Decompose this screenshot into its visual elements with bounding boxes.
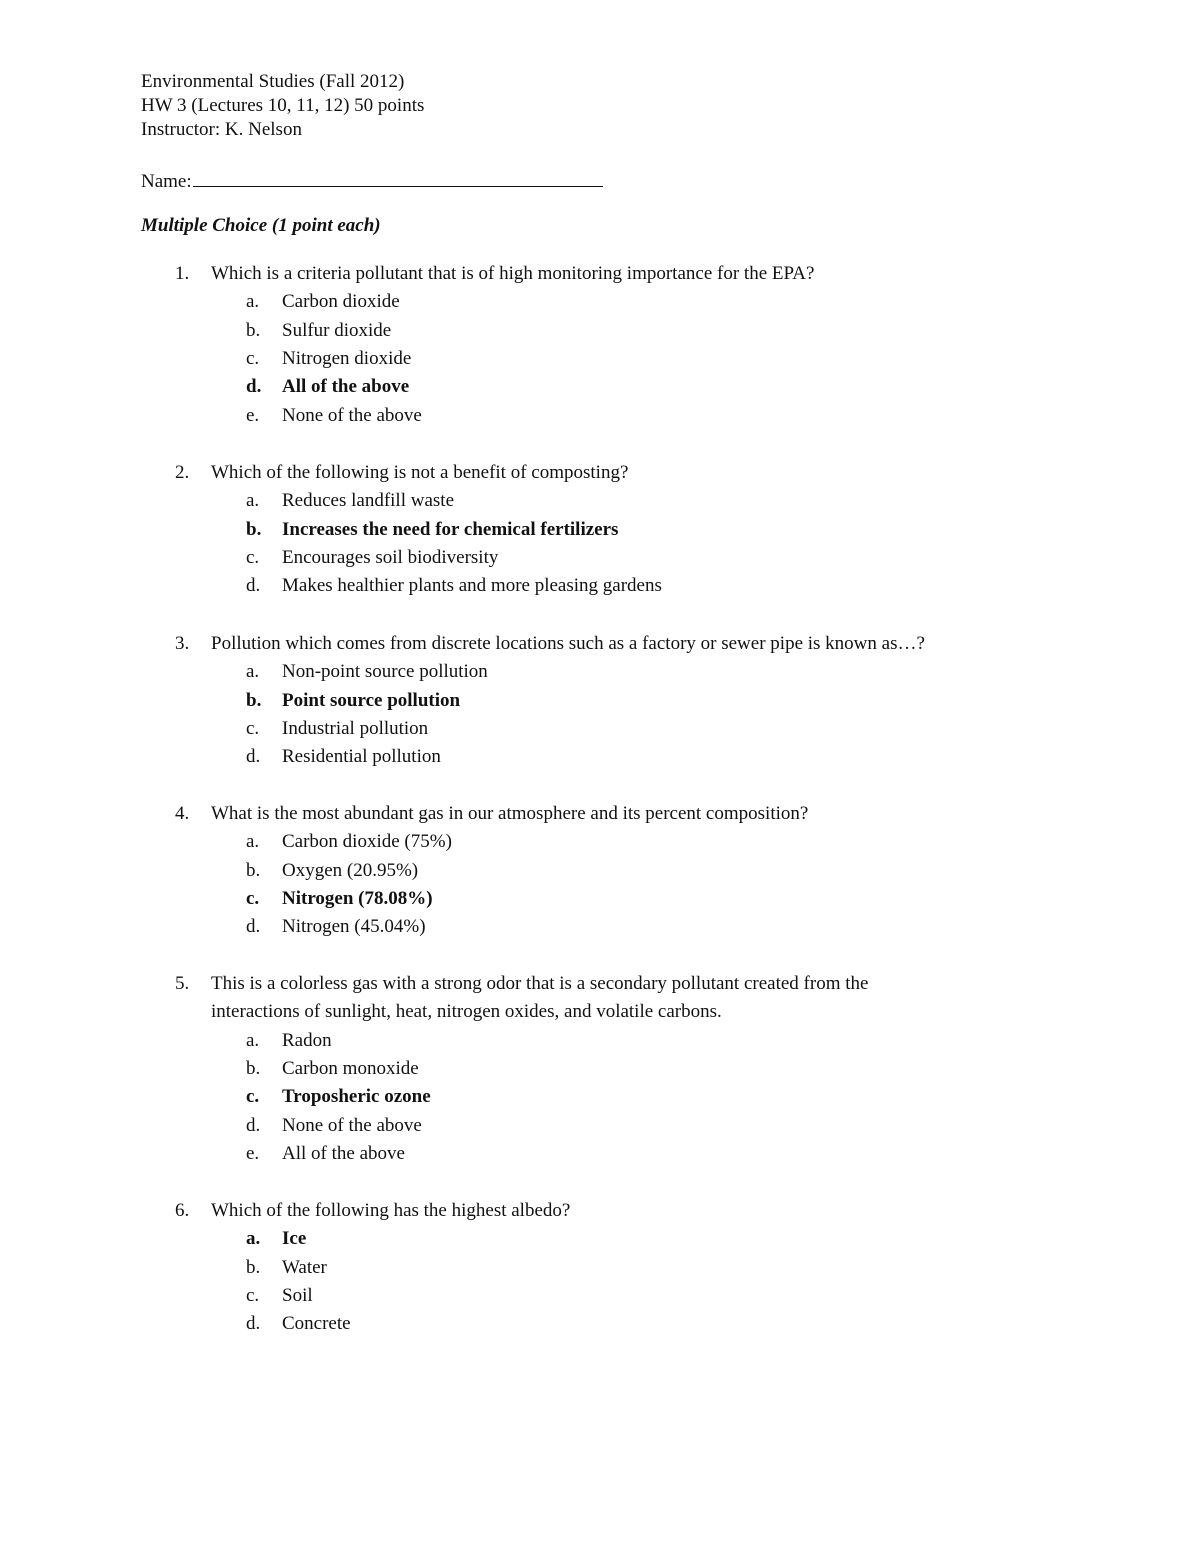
option-text: All of the above (282, 1142, 405, 1164)
option-text: Makes healthier plants and more pleasing gardens (282, 575, 662, 597)
question-text: Which of the following is not a benefit of composting? (211, 462, 629, 483)
option-text: Carbon dioxide (75%) (282, 831, 452, 853)
option-letter: d. (246, 575, 261, 597)
question-number: 4. (175, 803, 190, 824)
option-letter: e. (246, 1142, 260, 1164)
option-2c (0, 544, 1200, 572)
option-1c (0, 345, 1200, 373)
option-letter: b. (246, 1057, 261, 1079)
option-5e (0, 1140, 1200, 1168)
question-text: Which is a criteria pollutant that is of high monitoring importance for the EPA? (211, 263, 815, 284)
option-letter: a. (246, 490, 260, 512)
option-4d (0, 913, 1200, 941)
option-letter: d. (246, 916, 261, 938)
option-4a (0, 828, 1200, 856)
option-letter: e. (246, 404, 260, 426)
instructor-line: Instructor: K. Nelson (141, 119, 302, 140)
option-letter: d. (246, 1313, 261, 1335)
option-letter: c. (246, 887, 260, 909)
option-text: Residential pollution (282, 746, 441, 768)
option-letter: c. (246, 717, 260, 739)
question-number: 1. (175, 263, 190, 284)
name-label: Name: (141, 171, 192, 192)
option-letter: d. (246, 1114, 261, 1136)
option-text: Radon (282, 1029, 332, 1051)
option-1a (0, 288, 1200, 316)
option-letter: c. (246, 1284, 260, 1306)
option-letter: b. (246, 689, 262, 711)
option-6d (0, 1310, 1200, 1338)
option-letter: a. (246, 1228, 261, 1250)
option-text: Increases the need for chemical fertilizers (282, 518, 619, 540)
option-1e (0, 402, 1200, 430)
option-6b (0, 1254, 1200, 1282)
option-1d-correct (0, 373, 1200, 401)
option-text: Point source pollution (282, 689, 461, 711)
option-3b-correct (0, 687, 1200, 715)
option-letter: b. (246, 859, 261, 881)
option-letter: a. (246, 291, 260, 313)
option-text: Non-point source pollution (282, 661, 488, 683)
option-1b (0, 317, 1200, 345)
option-text: Reduces landfill waste (282, 490, 455, 512)
option-5c-correct (0, 1083, 1200, 1111)
option-text: Carbon monoxide (282, 1057, 419, 1079)
option-text: Soil (282, 1284, 313, 1306)
option-6a-correct (0, 1225, 1200, 1253)
option-letter: a. (246, 1029, 260, 1051)
option-3d (0, 743, 1200, 771)
option-letter: b. (246, 1256, 261, 1278)
question-text-line2: interactions of sunlight, heat, nitrogen oxides, and volatile carbons. (211, 1001, 722, 1023)
option-letter: d. (246, 746, 261, 768)
option-5b (0, 1055, 1200, 1083)
option-text: All of the above (282, 376, 410, 398)
question-text: Which of the following has the highest albedo? (211, 1200, 571, 1221)
option-text: Industrial pollution (282, 717, 429, 739)
question-number: 6. (175, 1200, 190, 1221)
option-text: Water (282, 1256, 327, 1278)
option-4b (0, 857, 1200, 885)
option-5a (0, 1027, 1200, 1055)
option-text: Encourages soil biodiversity (282, 546, 499, 568)
option-2a (0, 487, 1200, 515)
question-text-line1: This is a colorless gas with a strong odor that is a secondary pollutant created from the (211, 973, 869, 994)
question-number: 2. (175, 462, 190, 483)
option-letter: c. (246, 347, 260, 369)
option-6c (0, 1282, 1200, 1310)
option-2d (0, 572, 1200, 600)
option-text: Ice (282, 1228, 307, 1250)
question-text: Pollution which comes from discrete locations such as a factory or sewer pipe is known as…? (211, 633, 925, 654)
option-letter: b. (246, 319, 261, 341)
option-letter: c. (246, 546, 260, 568)
option-letter: a. (246, 661, 260, 683)
section-title: Multiple Choice (1 point each) (141, 215, 381, 236)
course-title: Environmental Studies (Fall 2012) (141, 71, 405, 92)
option-4c-correct (0, 885, 1200, 913)
option-3a (0, 658, 1200, 686)
option-5d (0, 1112, 1200, 1140)
option-text: None of the above (282, 404, 422, 426)
option-letter: c. (246, 1086, 260, 1108)
option-text: Troposheric ozone (282, 1086, 431, 1108)
option-text: Nitrogen (45.04%) (282, 916, 426, 938)
option-text: Nitrogen (78.08%) (282, 887, 433, 909)
option-letter: a. (246, 831, 260, 853)
option-letter: b. (246, 518, 262, 540)
option-text: Sulfur dioxide (282, 319, 392, 341)
assignment-info: HW 3 (Lectures 10, 11, 12) 50 points (141, 95, 425, 116)
question-number: 3. (175, 633, 190, 654)
question-text: What is the most abundant gas in our atmosphere and its percent composition? (211, 803, 809, 824)
option-text: None of the above (282, 1114, 422, 1136)
option-letter: d. (246, 376, 262, 398)
option-text: Concrete (282, 1313, 351, 1335)
option-text: Nitrogen dioxide (282, 347, 412, 369)
option-text: Oxygen (20.95%) (282, 859, 419, 881)
option-3c (0, 715, 1200, 743)
question-number: 5. (175, 973, 190, 994)
option-2b-correct (0, 516, 1200, 544)
option-text: Carbon dioxide (282, 291, 400, 313)
